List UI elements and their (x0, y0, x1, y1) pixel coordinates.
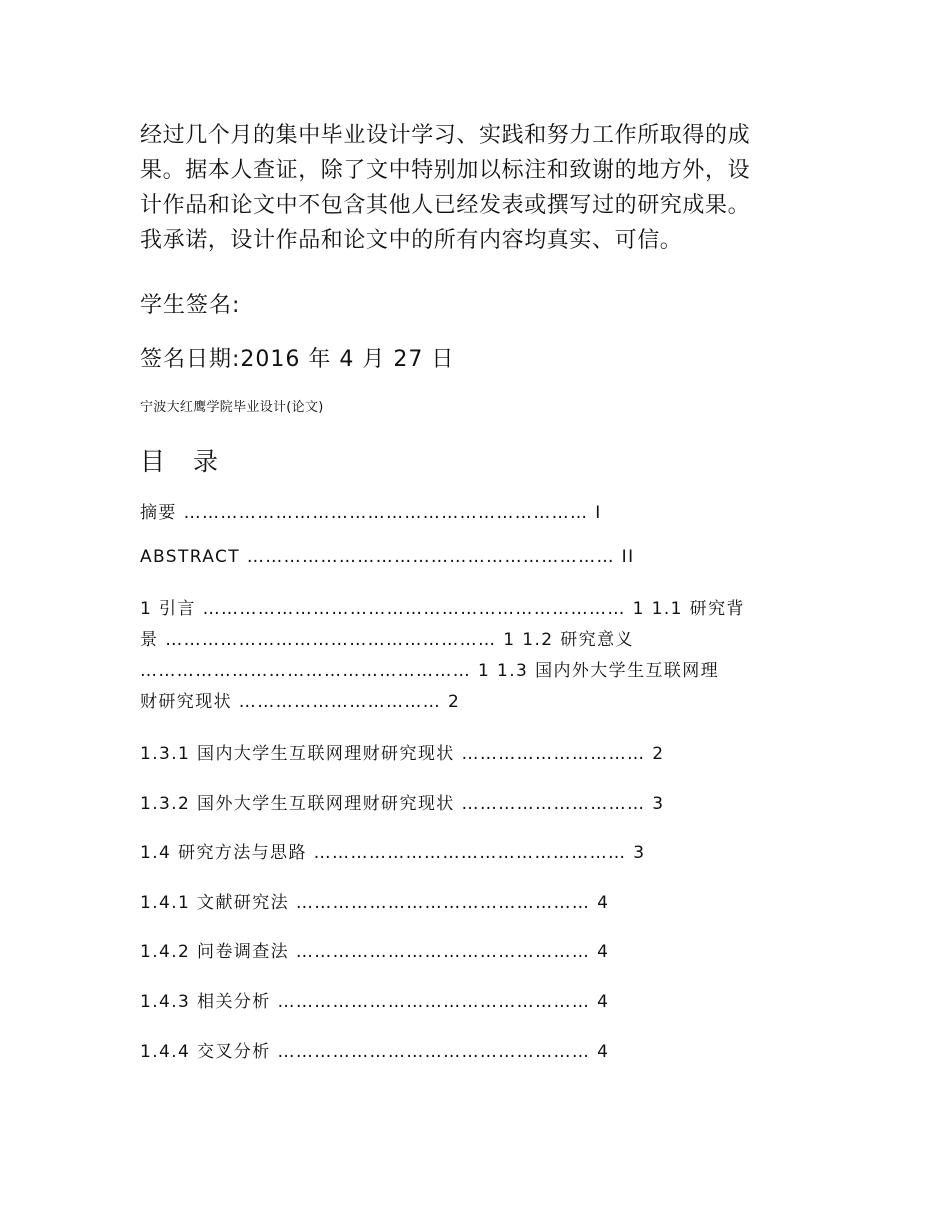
toc-wrapped-line: 1 引言 …………………………………………………………… 1 1.1 研究背 (140, 599, 745, 619)
toc-entry: 1.3.1 国内大学生互联网理财研究现状 ………………………… 2 (140, 744, 665, 764)
declaration-line: 计作品和论文中不包含其他人已经发表或撰写过的研究成果。 (140, 193, 751, 218)
toc-entry: 1.3.2 国外大学生互联网理财研究现状 ………………………… 3 (140, 794, 665, 814)
toc-wrapped-line: 景 ……………………………………………… 1 1.2 研究意义 (140, 630, 634, 650)
toc-wrapped-block (140, 594, 820, 718)
toc-entry: 1.4 研究方法与思路 …………………………………………… 3 (140, 843, 646, 863)
declaration-line: 果。据本人查证，除了文中特别加以标注和致谢的地方外，设 (140, 158, 751, 183)
toc-entry: 1.4.2 问卷调查法 ………………………………………… 4 (140, 942, 610, 962)
toc-entry: 1.4.4 交叉分析 …………………………………………… 4 (140, 1042, 610, 1062)
declaration-paragraph (140, 118, 820, 258)
toc-title: 目 录 (140, 447, 228, 476)
toc-wrapped-line: ……………………………………………… 1 1.3 国内外大学生互联网理 (140, 661, 720, 681)
signature-date: 签名日期:2016 年 4 月 27 日 (140, 347, 455, 372)
toc-wrapped-line: 财研究现状 …………………………… 2 (140, 692, 461, 712)
toc-entry: ABSTRACT …………………………………………………… II (140, 547, 635, 567)
toc-entry: 1.4.1 文献研究法 ………………………………………… 4 (140, 893, 610, 913)
declaration-line: 经过几个月的集中毕业设计学习、实践和努力工作所取得的成 (140, 123, 751, 148)
page-header-note: 宁波大红鹰学院毕业设计(论文) (140, 400, 324, 415)
toc-entry: 1.4.3 相关分析 …………………………………………… 4 (140, 992, 610, 1012)
declaration-line: 我承诺，设计作品和论文中的所有内容均真实、可信。 (140, 228, 683, 253)
toc-entry: 摘要 ………………………………………………………… I (140, 503, 602, 523)
student-signature-label: 学生签名: (140, 293, 241, 318)
